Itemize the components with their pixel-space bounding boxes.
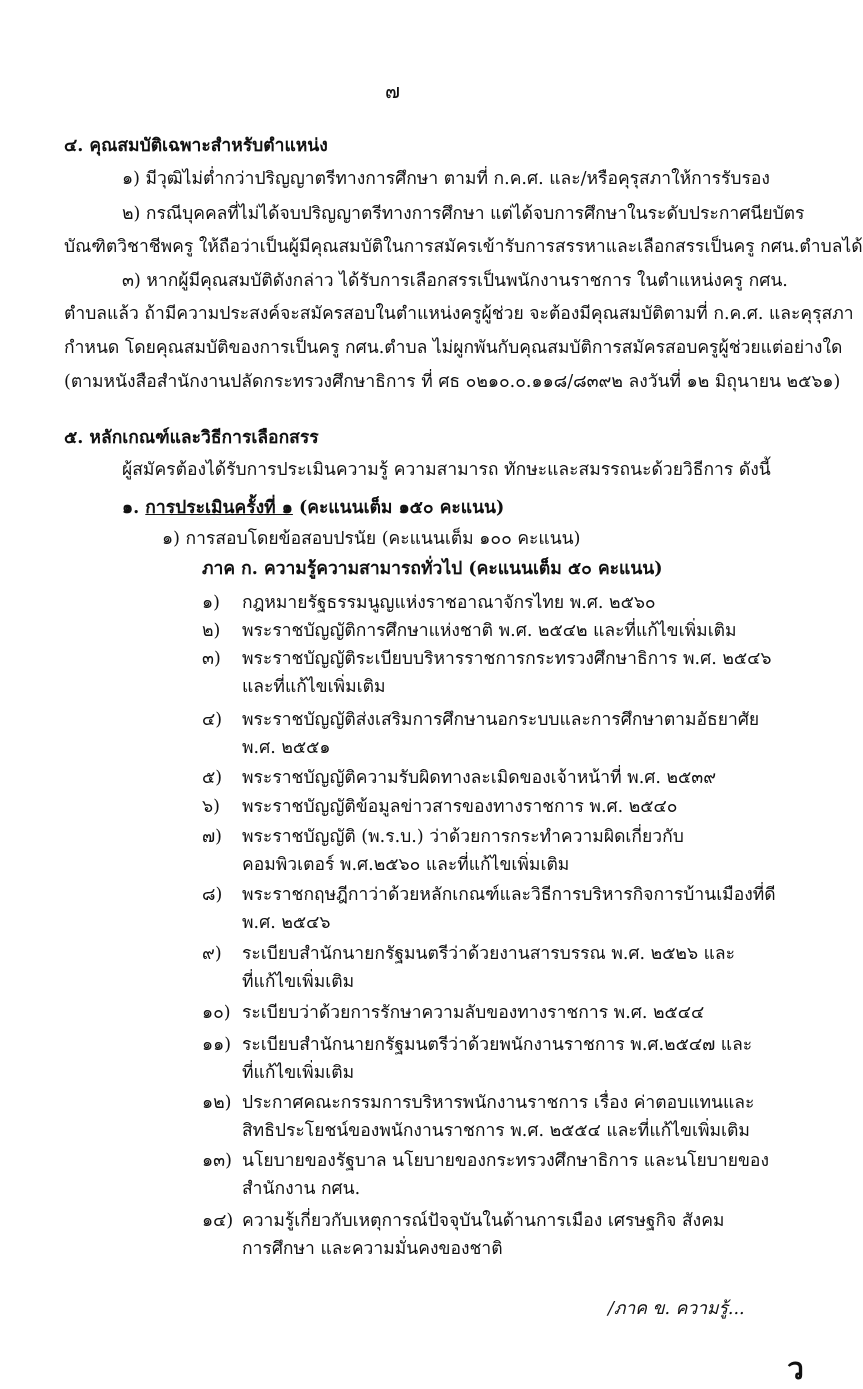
list-item-text: พระราชบัญญัติความรับผิดทางละเมิดของเจ้าหน้าที่ พ.ศ. ๒๕๓๙: [242, 768, 717, 788]
part-a-title: ภาค ก. ความรู้ความสามารถทั่วไป (คะแนนเต็ม ๕๐ คะแนน): [202, 559, 663, 579]
list-item-text: ระเบียบสำนักนายกรัฐมนตรีว่าด้วยพนักงานราชการ พ.ศ.๒๕๔๗ และ: [242, 1035, 753, 1055]
evaluation-1-heading: [122, 497, 504, 520]
written-exam-title: ๑) การสอบโดยข้อสอบปรนัย (คะแนนเต็ม ๑๐๐ คะแนน): [162, 529, 581, 549]
list-item-text: พระราชบัญญัติข้อมูลข่าวสารของทางราชการ พ.ศ. ๒๕๔๐: [242, 797, 678, 817]
list-item-number: ๗): [202, 827, 222, 847]
list-item-text: ระเบียบว่าด้วยการรักษาความลับของทางราชการ พ.ศ. ๒๕๔๔: [242, 1003, 705, 1023]
list-item-text-continued: ที่แก้ไขเพิ่มเติม: [242, 972, 355, 992]
section4-item3-line3: กำหนด โดยคุณสมบัติของการเป็นครู กศน.ตำบล ไม่ผูกพันกับคุณสมบัติการสมัครสอบครูผู้ช่วยแต่อย่างใด: [64, 338, 843, 358]
list-item-number: ๑๑): [202, 1035, 232, 1055]
list-item-number: ๘): [202, 885, 223, 905]
list-item-text: พระราชบัญญัติ (พ.ร.บ.) ว่าด้วยการกระทำความผิดเกี่ยวกับ: [242, 827, 684, 847]
section4-item3-line2: ตำบลแล้ว ถ้ามีความประสงค์จะสมัครสอบในตำแหน่งครูผู้ช่วย จะต้องมีคุณสมบัติตามที่ ก.ค.ศ. และคุรุสภา: [64, 304, 854, 324]
section4-heading: ๔. คุณสมบัติเฉพาะสำหรับตำแหน่ง: [64, 136, 328, 156]
list-item-text-continued: การศึกษา และความมั่นคงของชาติ: [242, 1239, 503, 1259]
section4-item2-line2: บัณฑิตวิชาชีพครู ให้ถือว่าเป็นผู้มีคุณสมบัติในการสมัครเข้ารับการสรรหาและเลือกสรรเป็นครู กศน.ตำบลได้: [64, 237, 863, 257]
continuation-note: /ภาค ข. ความรู้...: [608, 1299, 745, 1319]
evaluation-1-score: (คะแนนเต็ม ๑๕๐ คะแนน): [299, 498, 505, 518]
page-number: ๗: [385, 79, 401, 103]
list-item-text: นโยบายของรัฐบาล นโยบายของกระทรวงศึกษาธิการ และนโยบายของ: [242, 1151, 769, 1171]
list-item-text: พระราชกฤษฎีกาว่าด้วยหลักเกณฑ์และวิธีการบริหารกิจการบ้านเมืองที่ดี: [242, 885, 776, 905]
list-item-text: พระราชบัญญัติระเบียบบริหารราชการกระทรวงศึกษาธิการ พ.ศ. ๒๕๔๖: [242, 649, 772, 669]
list-item-number: ๕): [202, 768, 223, 788]
evaluation-1-prefix: ๑.: [122, 498, 140, 518]
list-item-text: ระเบียบสำนักนายกรัฐมนตรีว่าด้วยงานสารบรรณ พ.ศ. ๒๕๒๖ และ: [242, 944, 736, 964]
list-item-text-continued: สิทธิประโยชน์ของพนักงานราชการ พ.ศ. ๒๕๕๔ และที่แก้ไขเพิ่มเติม: [242, 1121, 750, 1141]
handwritten-signature: ว: [787, 1352, 804, 1387]
list-item-number: ๒): [202, 621, 221, 641]
list-item-text-continued: พ.ศ. ๒๕๔๖: [242, 913, 331, 933]
section4-item3-line4: (ตามหนังสือสำนักงานปลัดกระทรวงศึกษาธิการ ที่ ศธ ๐๒๑๐.๐.๑๑๘/๘๓๙๒ ลงวันที่ ๑๒ มิถุนายน ๒๕๖๑): [64, 372, 841, 392]
list-item-text: กฎหมายรัฐธรรมนูญแห่งราชอาณาจักรไทย พ.ศ. ๒๕๖๐: [242, 593, 656, 613]
list-item-text: ความรู้เกี่ยวกับเหตุการณ์ปัจจุบันในด้านการเมือง เศรษฐกิจ สังคม: [242, 1211, 725, 1231]
list-item-number: ๑๐): [202, 1003, 231, 1023]
list-item-number: ๑๔): [202, 1211, 234, 1231]
list-item-number: ๓): [202, 649, 221, 669]
section4-item1: ๑) มีวุฒิไม่ต่ำกว่าปริญญาตรีทางการศึกษา ตามที่ ก.ค.ศ. และ/หรือคุรุสภาให้การรับรอง: [122, 169, 770, 189]
section4-item3-line1: ๓) หากผู้มีคุณสมบัติดังกล่าว ได้รับการเลือกสรรเป็นพนักงานราชการ ในตำแหน่งครู กศน.: [122, 271, 788, 291]
section4-item2-line1: ๒) กรณีบุคคลที่ไม่ได้จบปริญญาตรีทางการศึกษา แต่ได้จบการศึกษาในระดับประกาศนียบัตร: [122, 204, 805, 224]
list-item-text-continued: และที่แก้ไขเพิ่มเติม: [242, 677, 386, 697]
list-item-number: ๑): [202, 593, 220, 613]
list-item-text: พระราชบัญญัติส่งเสริมการศึกษานอกระบบและการศึกษาตามอัธยาศัย: [242, 710, 760, 730]
list-item-text-continued: สำนักงาน กศน.: [242, 1179, 361, 1199]
section5-heading: ๕. หลักเกณฑ์และวิธีการเลือกสรร: [64, 428, 319, 448]
list-item-number: ๖): [202, 797, 220, 817]
list-item-number: ๑๒): [202, 1093, 232, 1113]
evaluation-1-title: การประเมินครั้งที่ ๑: [145, 498, 293, 518]
section5-intro: ผู้สมัครต้องได้รับการประเมินความรู้ ความสามารถ ทักษะและสมรรถนะด้วยวิธีการ ดังนี้: [122, 460, 771, 480]
list-item-number: ๑๓): [202, 1151, 232, 1171]
list-item-text: พระราชบัญญัติการศึกษาแห่งชาติ พ.ศ. ๒๕๔๒ และที่แก้ไขเพิ่มเติม: [242, 621, 737, 641]
list-item-text-continued: คอมพิวเตอร์ พ.ศ.๒๕๖๐ และที่แก้ไขเพิ่มเติม: [242, 855, 570, 875]
list-item-number: ๙): [202, 944, 222, 964]
list-item-text-continued: พ.ศ. ๒๕๕๑: [242, 738, 331, 758]
list-item-text-continued: ที่แก้ไขเพิ่มเติม: [242, 1063, 355, 1083]
list-item-number: ๔): [202, 710, 223, 730]
list-item-text: ประกาศคณะกรรมการบริหารพนักงานราชการ เรื่อง ค่าตอบแทนและ: [242, 1093, 755, 1113]
